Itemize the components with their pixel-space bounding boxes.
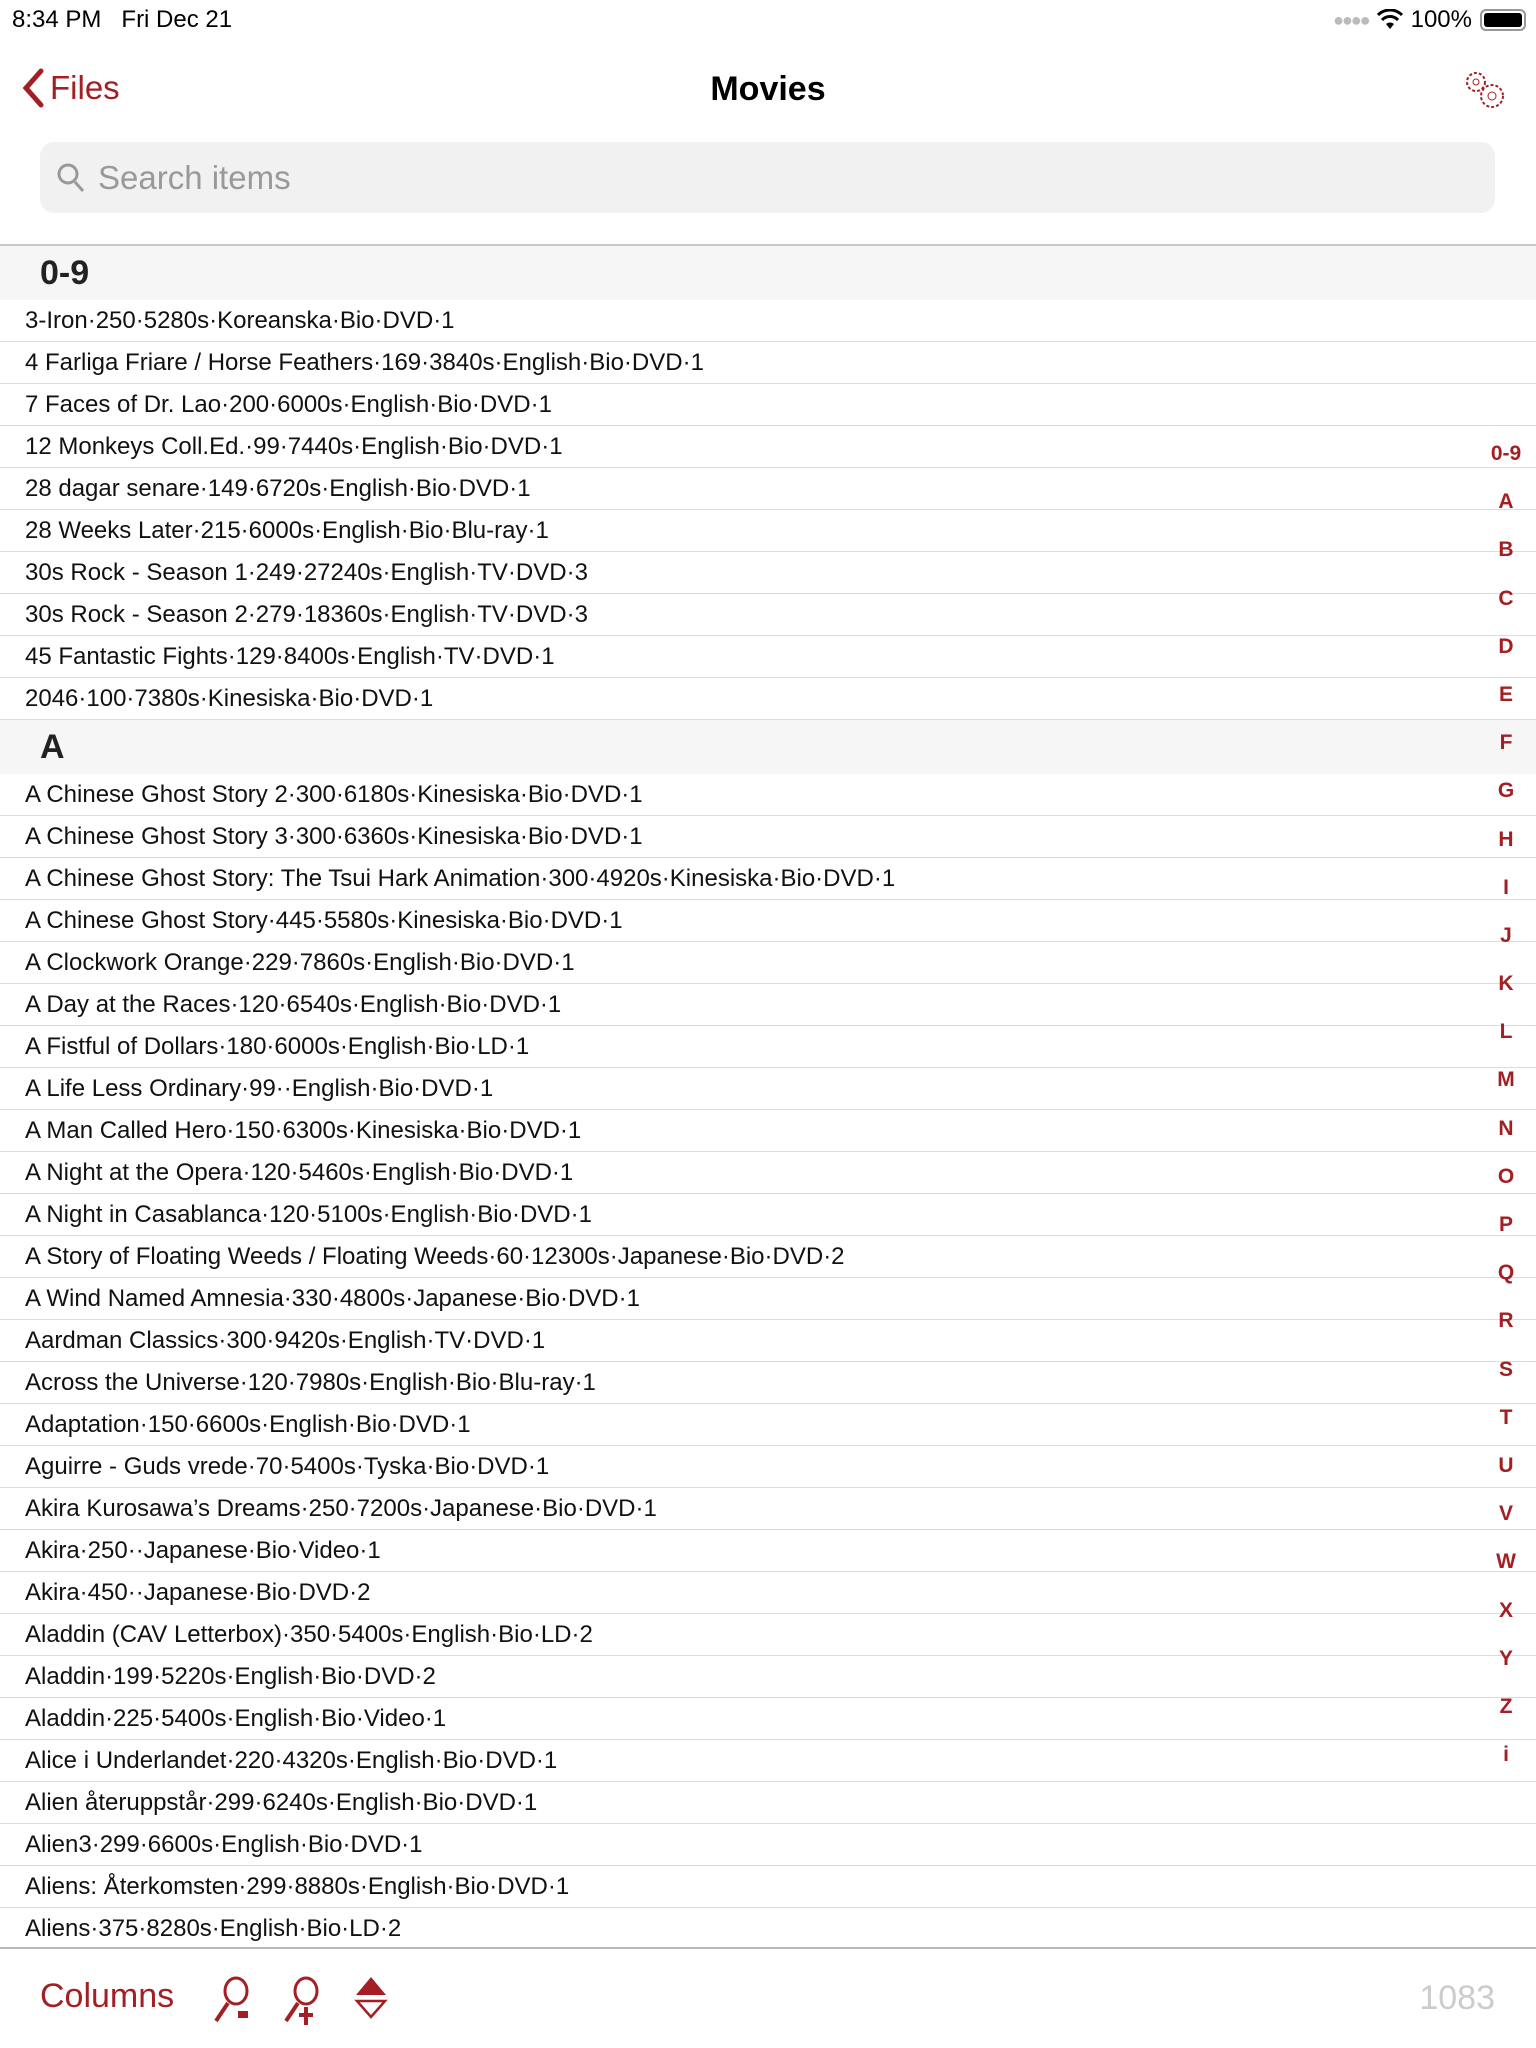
index-letter[interactable]: Z [1499, 1694, 1513, 1718]
index-letter[interactable]: i [1503, 1743, 1509, 1767]
list-item[interactable]: Aardman Classics·300·9420s·English·TV·DVD·1 [0, 1320, 1536, 1362]
gear-icon [1460, 68, 1508, 112]
index-letter[interactable]: G [1497, 779, 1515, 803]
list-item[interactable]: A Fistful of Dollars·180·6000s·English·Bio·LD·1 [0, 1026, 1536, 1068]
index-letter[interactable]: E [1498, 682, 1513, 706]
list-item[interactable]: Aladdin (CAV Letterbox)·350·5400s·English·Bio·LD·2 [0, 1614, 1536, 1656]
list-item[interactable]: A Man Called Hero·150·6300s·Kinesiska·Bio·DVD·1 [0, 1110, 1536, 1152]
index-letter[interactable]: C [1498, 586, 1514, 610]
index-letter[interactable]: B [1498, 538, 1514, 562]
index-letter[interactable]: K [1498, 972, 1514, 996]
list-item[interactable]: Akira Kurosawa’s Dreams·250·7200s·Japanese·Bio·DVD·1 [0, 1488, 1536, 1530]
list-item[interactable]: 4 Farliga Friare / Horse Feathers·169·3840s·English·Bio·DVD·1 [0, 342, 1536, 384]
index-letter[interactable]: S [1498, 1357, 1513, 1381]
index-letter[interactable]: X [1498, 1598, 1513, 1622]
list-item[interactable]: Aladdin·225·5400s·English·Bio·Video·1 [0, 1698, 1536, 1740]
list-item[interactable]: A Night in Casablanca·120·5100s·English·Bio·DVD·1 [0, 1194, 1536, 1236]
list-item[interactable]: Akira·450··Japanese·Bio·DVD·2 [0, 1572, 1536, 1614]
search-field[interactable] [40, 142, 1495, 213]
index-letter[interactable]: V [1498, 1502, 1513, 1526]
sort-icon[interactable] [354, 1975, 388, 2019]
list-item[interactable]: 12 Monkeys Coll.Ed.·99·7440s·English·Bio·DVD·1 [0, 426, 1536, 468]
list-item[interactable]: Adaptation·150·6600s·English·Bio·DVD·1 [0, 1404, 1536, 1446]
index-letter[interactable]: P [1498, 1213, 1513, 1236]
list-item[interactable]: Alien3·299·6600s·English·Bio·DVD·1 [0, 1824, 1536, 1866]
index-letter[interactable]: M [1497, 1068, 1515, 1092]
zoom-out-icon[interactable] [210, 1975, 256, 2023]
index-letter[interactable]: 0-9 [1490, 442, 1522, 465]
index-letter[interactable]: D [1498, 634, 1514, 658]
list-item[interactable]: Alice i Underlandet·220·4320s·English·Bio·DVD·1 [0, 1740, 1536, 1782]
index-letter[interactable]: O [1497, 1164, 1515, 1188]
status-time: 8:34 PM Fri Dec 21 [12, 6, 233, 33]
index-letter[interactable]: A [1498, 490, 1514, 514]
columns-button[interactable]: Columns [40, 1977, 175, 2015]
list-item[interactable]: Across the Universe·120·7980s·English·Bio·Blu-ray·1 [0, 1362, 1536, 1404]
index-letter[interactable]: F [1499, 731, 1513, 755]
index-letter[interactable]: U [1498, 1453, 1514, 1477]
list-item[interactable]: A Chinese Ghost Story 2·300·6180s·Kinesiska·Bio·DVD·1 [0, 774, 1536, 816]
navigation-bar [0, 56, 1536, 124]
battery-icon [1480, 9, 1526, 31]
list-item[interactable]: A Chinese Ghost Story 3·300·6360s·Kinesiska·Bio·DVD·1 [0, 816, 1536, 858]
list-item[interactable]: 28 Weeks Later·215·6000s·English·Bio·Blu-ray·1 [0, 510, 1536, 552]
item-count: 1083 [1419, 1979, 1495, 2017]
index-letter[interactable]: L [1499, 1020, 1513, 1044]
settings-button[interactable] [1460, 68, 1508, 117]
index-letter[interactable]: Y [1498, 1646, 1513, 1670]
list-item[interactable]: 3-Iron·250·5280s·Koreanska·Bio·DVD·1 [0, 300, 1536, 342]
list-item[interactable]: Aliens·375·8280s·English·Bio·LD·2 [0, 1908, 1536, 1947]
movie-list[interactable] [0, 244, 1536, 1947]
section-header: A [0, 720, 1536, 774]
index-letter[interactable]: R [1498, 1309, 1514, 1333]
list-item[interactable]: Aliens: Återkomsten·299·8880s·English·Bio·DVD·1 [0, 1866, 1536, 1908]
list-item[interactable]: 30s Rock - Season 2·279·18360s·English·TV·DVD·3 [0, 594, 1536, 636]
section-index[interactable] [1476, 430, 1536, 1779]
back-label: Files [50, 69, 120, 106]
list-item[interactable]: Akira·250··Japanese·Bio·Video·1 [0, 1530, 1536, 1572]
bottom-toolbar [0, 1947, 1536, 2048]
list-item[interactable]: 45 Fantastic Fights·129·8400s·English·TV·DVD·1 [0, 636, 1536, 678]
list-item[interactable]: A Life Less Ordinary·99··English·Bio·DVD·1 [0, 1068, 1536, 1110]
list-item[interactable]: 28 dagar senare·149·6720s·English·Bio·DVD·1 [0, 468, 1536, 510]
battery-percent: 100% [1410, 6, 1472, 33]
index-letter[interactable]: J [1500, 923, 1512, 947]
index-letter[interactable]: Q [1497, 1261, 1515, 1285]
list-item[interactable]: Aguirre - Guds vrede·70·5400s·Tyska·Bio·DVD·1 [0, 1446, 1536, 1488]
list-item[interactable]: 30s Rock - Season 1·249·27240s·English·TV·DVD·3 [0, 552, 1536, 594]
list-item[interactable]: A Wind Named Amnesia·330·4800s·Japanese·Bio·DVD·1 [0, 1278, 1536, 1320]
index-letter[interactable]: I [1503, 875, 1509, 899]
list-item[interactable]: 7 Faces of Dr. Lao·200·6000s·English·Bio·DVD·1 [0, 384, 1536, 426]
page-title: Movies [710, 70, 826, 108]
status-bar [0, 0, 1536, 40]
signal-icon: ●●●● [1333, 9, 1369, 30]
list-item[interactable]: A Night at the Opera·120·5460s·English·Bio·DVD·1 [0, 1152, 1536, 1194]
index-letter[interactable]: H [1498, 827, 1514, 851]
index-letter[interactable]: W [1496, 1550, 1516, 1574]
search-icon [56, 162, 86, 194]
list-item[interactable]: A Chinese Ghost Story·445·5580s·Kinesiska·Bio·DVD·1 [0, 900, 1536, 942]
wifi-icon [1377, 9, 1403, 31]
list-item[interactable]: Aladdin·199·5220s·English·Bio·DVD·2 [0, 1656, 1536, 1698]
list-item[interactable]: 2046·100·7380s·Kinesiska·Bio·DVD·1 [0, 678, 1536, 720]
section-header: 0-9 [0, 246, 1536, 300]
list-item[interactable]: Alien återuppstår·299·6240s·English·Bio·DVD·1 [0, 1782, 1536, 1824]
zoom-in-icon[interactable] [280, 1975, 326, 2025]
index-letter[interactable]: T [1499, 1405, 1513, 1429]
index-letter[interactable]: N [1498, 1116, 1514, 1140]
list-item[interactable]: A Day at the Races·120·6540s·English·Bio·DVD·1 [0, 984, 1536, 1026]
list-item[interactable]: A Clockwork Orange·229·7860s·English·Bio·DVD·1 [0, 942, 1536, 984]
search-input[interactable] [98, 159, 1398, 197]
list-item[interactable]: A Chinese Ghost Story: The Tsui Hark Animation·300·4920s·Kinesiska·Bio·DVD·1 [0, 858, 1536, 900]
list-item[interactable]: A Story of Floating Weeds / Floating Weeds·60·12300s·Japanese·Bio·DVD·2 [0, 1236, 1536, 1278]
